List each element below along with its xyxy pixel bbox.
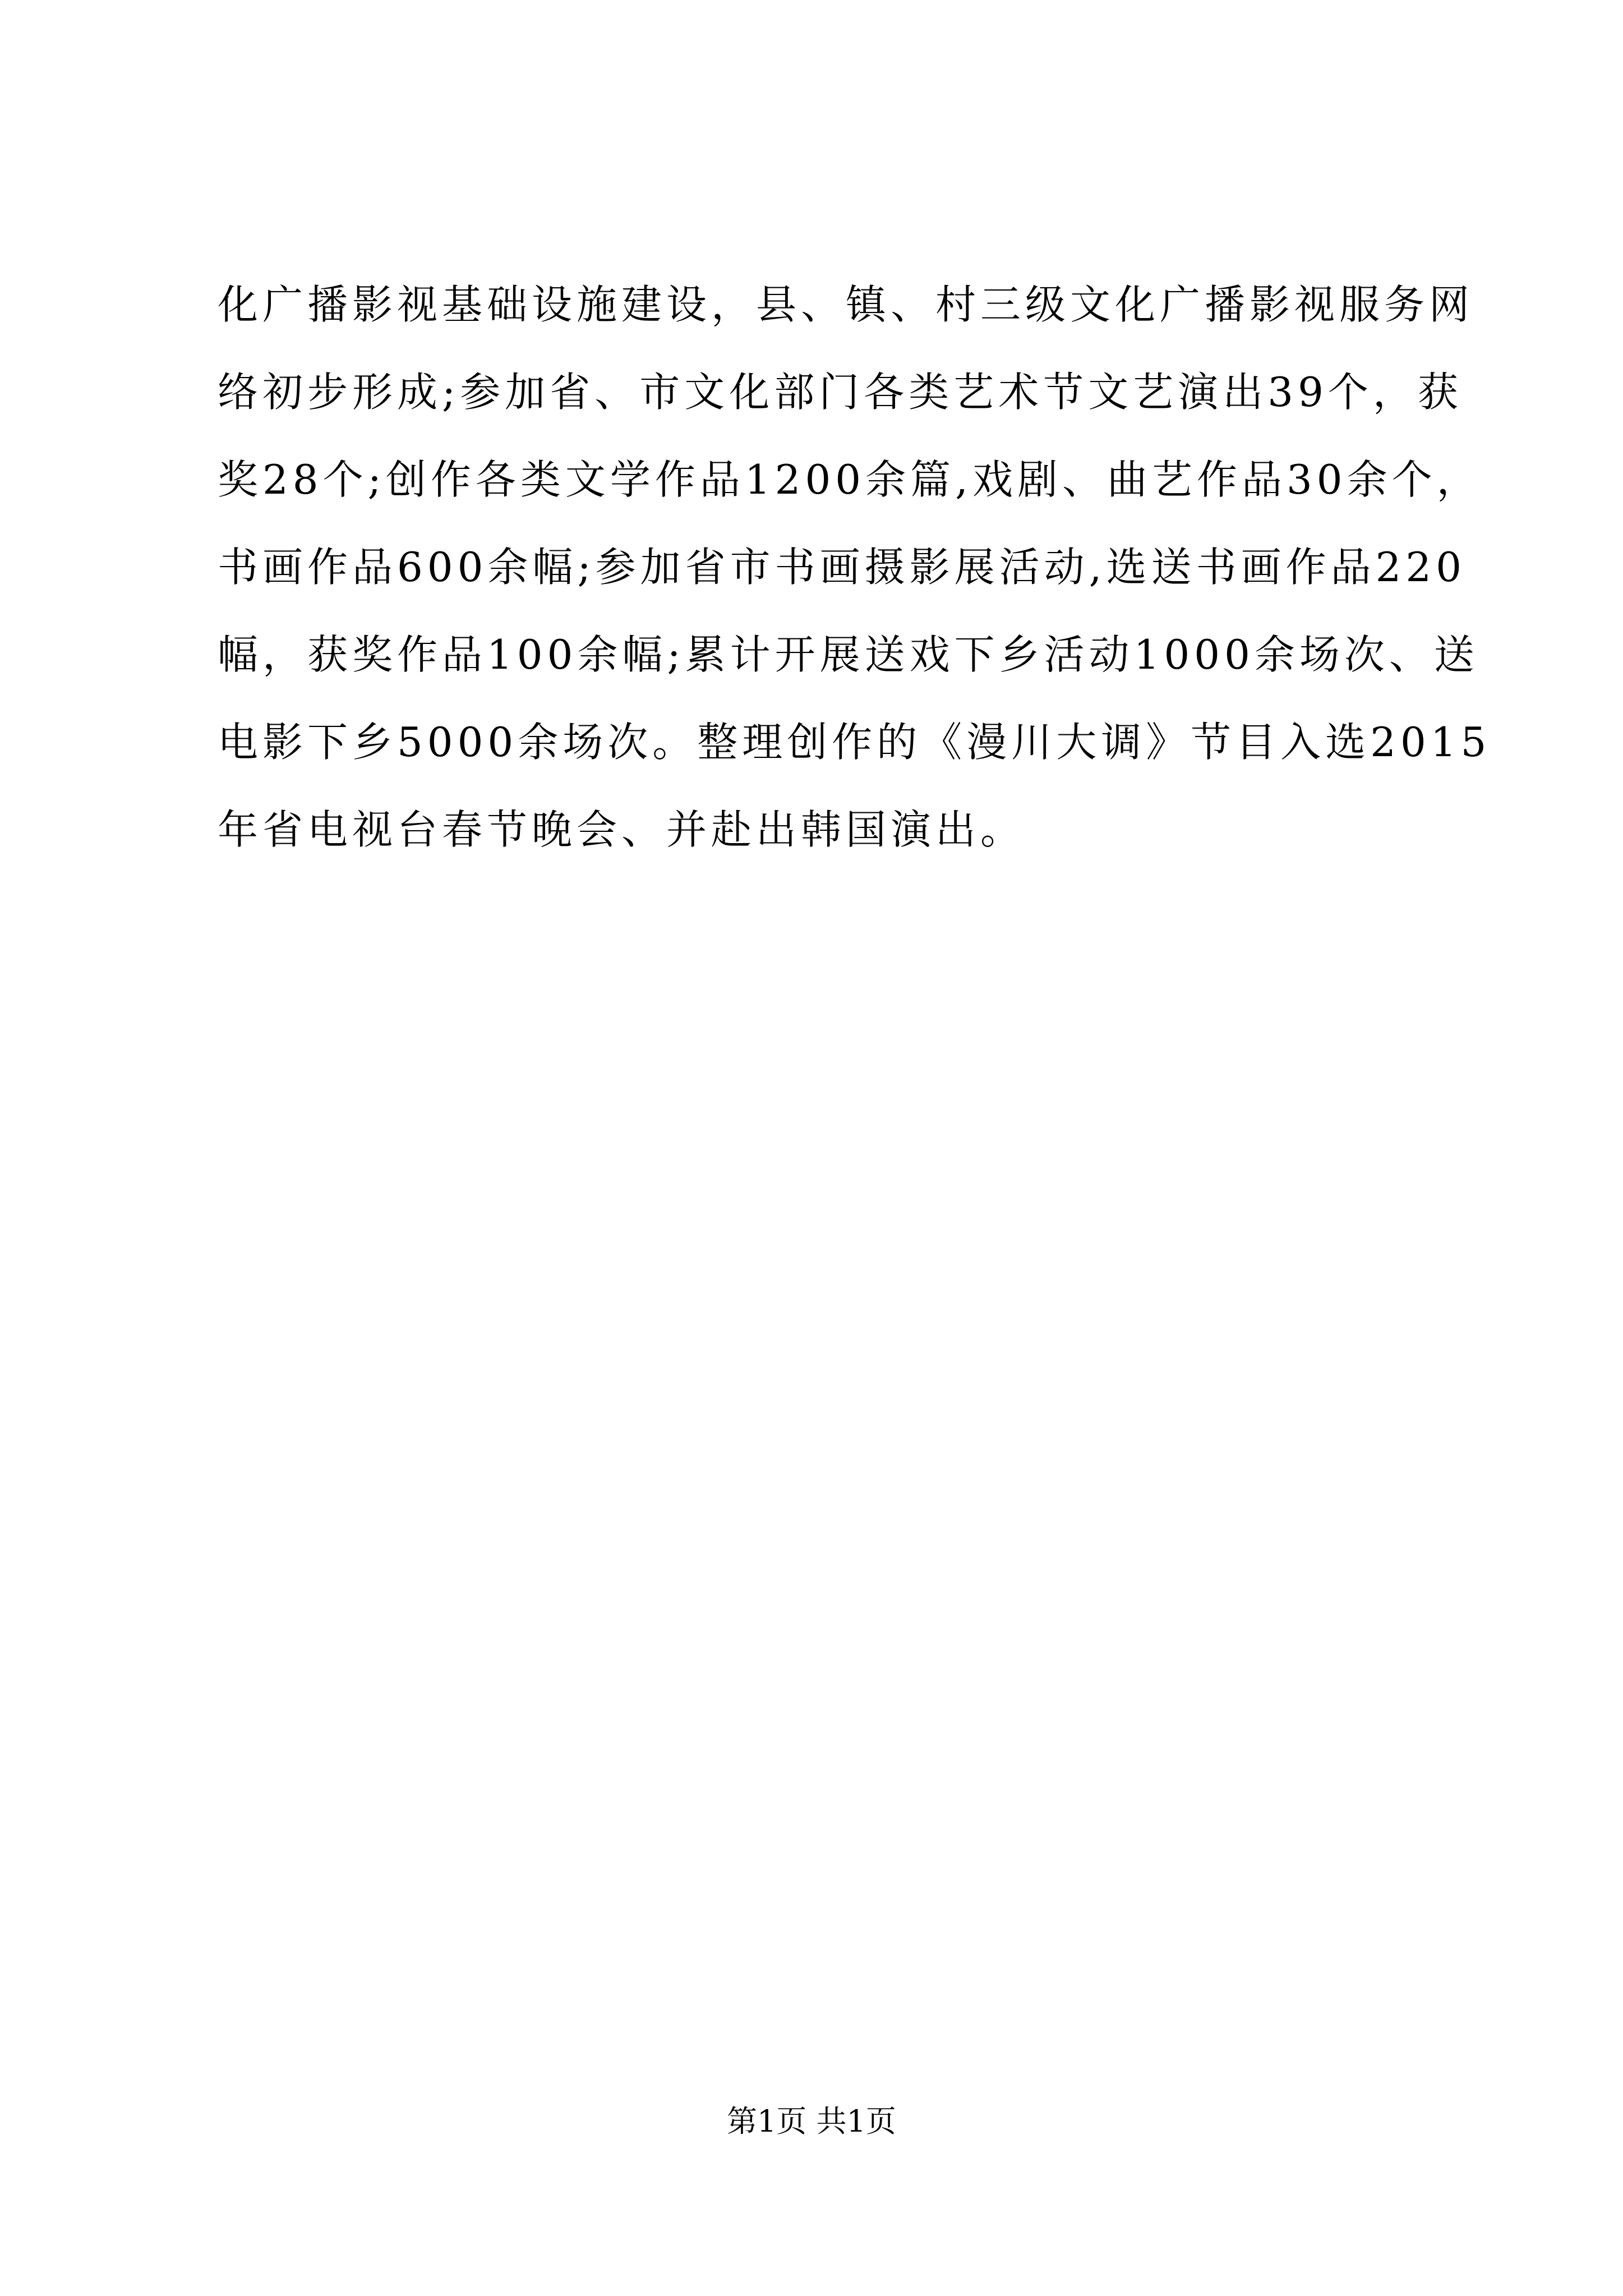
text-line: 化广播影视基础设施建设，县、镇、村三级文化广播影视服务网 [218, 281, 1474, 328]
text-line: 奖28个;创作各类文学作品1200余篇,戏剧、曲艺作品30余个， [218, 456, 1482, 503]
text-line: 书画作品600余幅;参加省市书画摄影展活动,选送书画作品220 [218, 544, 1466, 591]
text-line: 年省电视台春节晚会、并赴出韩国演出。 [218, 806, 1026, 853]
page-footer: 第1页 共1页 [727, 2104, 896, 2139]
text-line: 电影下乡5000余场次。整理创作的《漫川大调》节目入选2015 [218, 719, 1491, 766]
body-paragraph [218, 261, 1491, 873]
text-line: 络初步形成;参加省、市文化部门各类艺术节文艺演出39个，获 [218, 369, 1463, 416]
text-line: 幅，获奖作品100余幅;累计开展送戏下乡活动1000余场次、送 [218, 631, 1479, 678]
